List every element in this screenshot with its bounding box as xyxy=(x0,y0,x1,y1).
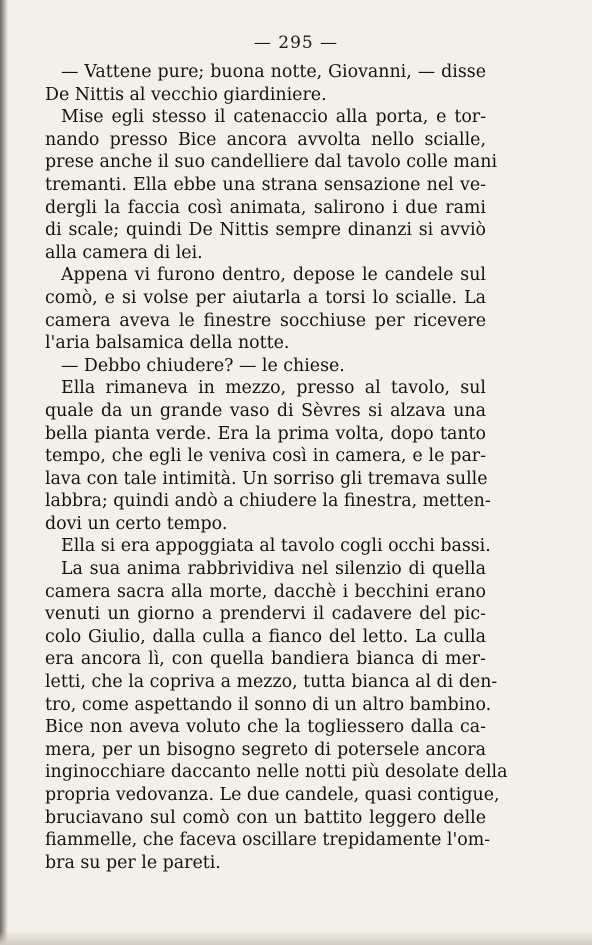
text-line: era ancora lì, con quella bandiera bianca di mer- xyxy=(45,649,486,670)
text-line: letti, che la copriva a mezzo, tutta bianca al di den- xyxy=(45,672,498,693)
text-line: dergli la faccia così animata, salirono i due rami xyxy=(45,197,486,218)
text-line: Ella si era appoggiata al tavolo cogli occhi bassi. xyxy=(61,536,491,557)
body-text xyxy=(45,61,508,874)
text-line: colo Giulio, dalla culla a fianco del letto. La culla xyxy=(45,626,486,647)
page-binding-shadow xyxy=(0,0,8,945)
text-line: bra su per le pareti. xyxy=(45,852,221,873)
text-line: labbra; quindi andò a chiudere la finestra, metten- xyxy=(45,491,491,512)
text-line: — Debbo chiudere? — le chiese. xyxy=(61,355,345,376)
text-line: inginocchiare daccanto nelle notti più desolate della xyxy=(45,762,508,783)
text-line: Appena vi furono dentro, depose le candele sul xyxy=(61,265,486,286)
text-line: prese anche il suo candelliere dal tavolo colle mani xyxy=(45,152,498,173)
text-line: camera sacra alla morte, dacchè i becchini erano xyxy=(45,581,486,602)
page-number: — 295 — xyxy=(253,33,339,53)
text-line: lava con tale intimità. Un sorriso gli tremava sulle xyxy=(45,468,488,489)
text-line: quale da un grande vaso di Sèvres si alzava una xyxy=(45,400,486,421)
text-line: mera, per un bisogno segreto di potersele ancora xyxy=(45,739,486,760)
text-line: nando presso Bice ancora avvolta nello scialle, xyxy=(45,129,486,150)
text-line: propria vedovanza. Le due candele, quasi contigue, xyxy=(45,785,500,805)
text-line: dovi un certo tempo. xyxy=(45,513,228,534)
text-line: Ella rimaneva in mezzo, presso al tavolo, sul xyxy=(61,378,486,399)
page-bottom-edge xyxy=(0,931,592,945)
text-line: bella pianta verde. Era la prima volta, dopo tanto xyxy=(45,423,486,444)
text-line: tro, come aspettando il sonno di un altro bambino. xyxy=(45,694,492,715)
text-line: bruciavano sul comò con un battito leggero delle xyxy=(45,807,486,828)
text-line: camera aveva le finestre socchiuse per ricevere xyxy=(45,310,486,331)
text-line: tempo, che egli le veniva così in camera, e le par- xyxy=(45,446,486,467)
text-line: — Vattene pure; buona notte, Giovanni, — disse xyxy=(61,62,486,82)
text-line: Bice non aveva voluto che la togliessero dalla ca- xyxy=(45,717,486,738)
text-line: tremanti. Ella ebbe una strana sensazione nel ve- xyxy=(45,174,486,195)
text-line: Mise egli stesso il catenaccio alla porta, e tor- xyxy=(61,107,486,128)
text-line: La sua anima rabbrividiva nel silenzio di quella xyxy=(61,559,486,580)
text-line: venuti un giorno a prendervi il cadavere del pic- xyxy=(45,604,486,625)
text-line: alla camera di lei. xyxy=(45,242,203,263)
text-line: comò, e si volse per aiutarla a torsi lo scialle. La xyxy=(45,287,486,308)
text-line: l'aria balsamica della notte. xyxy=(45,333,290,354)
text-line: fiammelle, che faceva oscillare trepidamente l'om- xyxy=(45,830,491,851)
text-line: De Nittis al vecchio giardiniere. xyxy=(45,84,327,105)
text-line: di scale; quindi De Nittis sempre dinanzi si avviò xyxy=(45,220,486,241)
